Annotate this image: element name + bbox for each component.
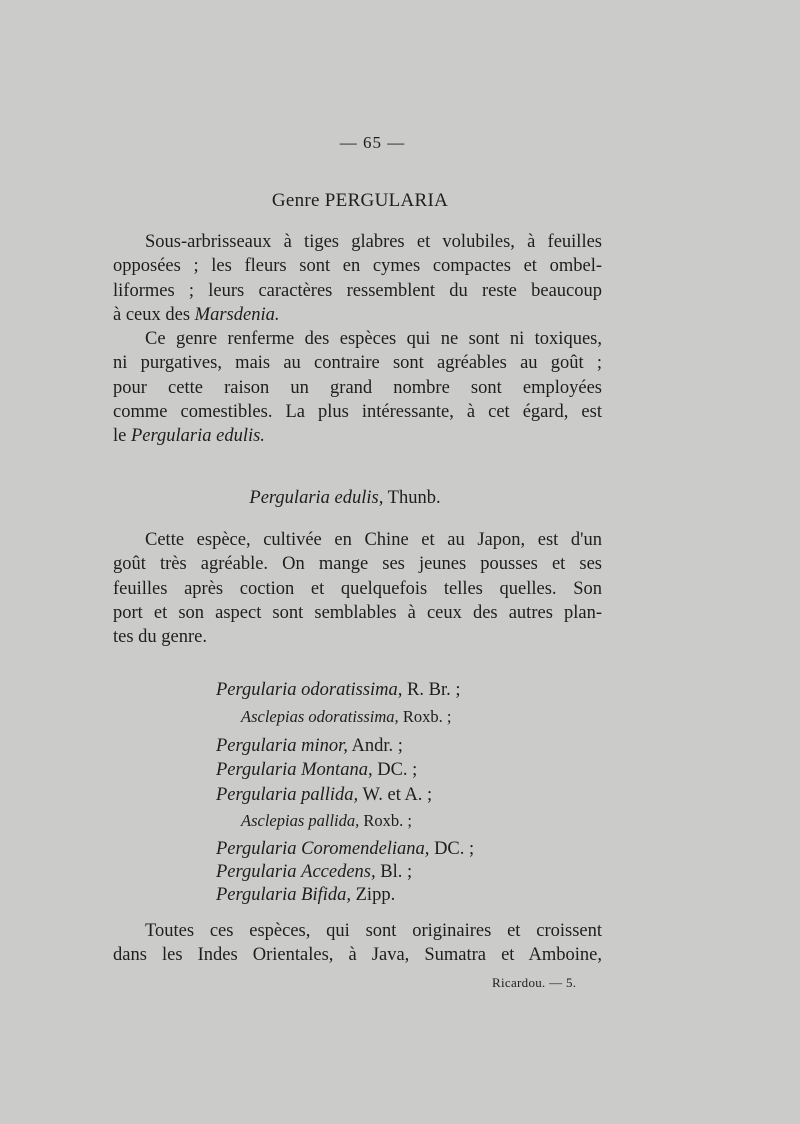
synonym-entry: Pergularia Bifida, Zipp. xyxy=(216,885,396,905)
closing-paragraph xyxy=(113,919,602,968)
italic-species-name: Pergularia edulis. xyxy=(130,426,265,447)
synonym-entry: Pergularia Accedens, Bl. ; xyxy=(216,862,413,882)
paragraph-line xyxy=(113,424,602,448)
synonym-entry: Pergularia Montana, DC. ; xyxy=(216,760,418,780)
paragraph-line: Sous-arbrisseaux à tiges glabres et volubiles, à feuilles xyxy=(145,232,602,252)
genus-title: Genre PERGULARIA xyxy=(271,190,449,211)
paragraph-line: comme comestibles. La plus intéressante, à cet égard, est xyxy=(113,402,602,423)
italic-genus-name: Marsdenia. xyxy=(194,304,280,325)
paragraph-line: opposées ; les fleurs sont en cymes compactes et ombel- xyxy=(113,256,602,277)
paragraph-line: dans les Indes Orientales, à Java, Sumatra et Amboine, xyxy=(113,945,602,966)
paragraph-line: Cette espèce, cultivée en Chine et au Japon, est d'un xyxy=(145,530,602,550)
signature-mark: Ricardou. — 5. xyxy=(492,975,577,990)
description-paragraphs xyxy=(113,230,602,449)
paragraph-line: tes du genre. xyxy=(113,627,208,648)
species-heading-name: Pergularia edulis, xyxy=(249,488,384,508)
synonym-entry: Pergularia odoratissima, R. Br. ; xyxy=(216,680,461,700)
species-description xyxy=(113,528,602,649)
paragraph-line: Ce genre renferme des espèces qui ne sont ni toxiques, xyxy=(145,329,602,350)
synonym-entry: Asclepias pallida, Roxb. ; xyxy=(241,811,412,830)
synonym-entry: Asclepias odoratissima, Roxb. ; xyxy=(241,707,452,726)
paragraph-line: feuilles après coction et quelquefois telles quelles. Son xyxy=(113,578,602,599)
paragraph-line: pour cette raison un grand nombre sont employées xyxy=(113,377,602,398)
paragraph-line-text: le xyxy=(113,426,131,447)
species-heading-author: Thunb. xyxy=(383,488,441,508)
paragraph-line xyxy=(113,303,602,327)
synonym-entry: Pergularia pallida, W. et A. ; xyxy=(216,785,433,805)
species-heading xyxy=(0,488,690,509)
paragraph-line: liformes ; leurs caractères ressemblent du reste beaucoup xyxy=(113,280,602,301)
paragraph-line: Toutes ces espèces, qui sont originaires et croissent xyxy=(145,921,602,941)
paragraph-line-text: à ceux des xyxy=(113,304,195,325)
paragraph-line: ni purgatives, mais au contraire sont agréables au goût ; xyxy=(113,353,602,374)
paragraph-line: goût très agréable. On mange ses jeunes pousses et ses xyxy=(113,554,602,575)
synonym-entry: Pergularia Coromendeliana, DC. ; xyxy=(216,839,475,859)
synonym-entry: Pergularia minor, Andr. ; xyxy=(216,736,403,756)
paragraph-line: port et son aspect sont semblables à ceux des autres plan- xyxy=(113,602,602,623)
page-number: — 65 — xyxy=(339,133,406,152)
